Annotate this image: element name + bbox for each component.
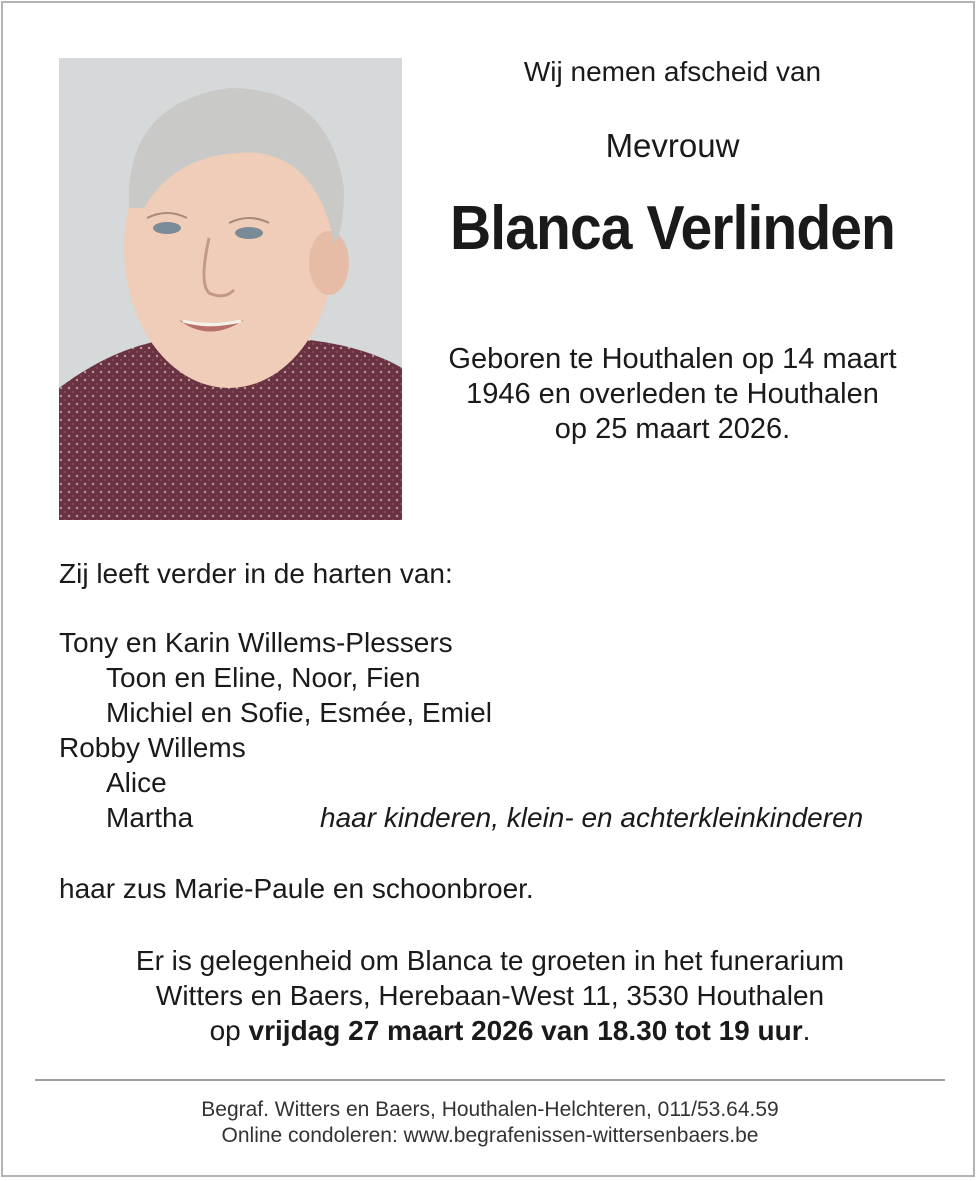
visitation-line: Witters en Baers, Herebaan-West 11, 3530 Houthalen bbox=[155, 980, 825, 1011]
visitation-line: op vrijdag 27 maart 2026 van 18.30 tot 19 uur. bbox=[209, 1015, 811, 1046]
deceased-name: Blanca Verlinden bbox=[450, 194, 895, 263]
born-line: 1946 en overleden te Houthalen bbox=[466, 378, 879, 410]
honorific: Mevrouw bbox=[605, 127, 740, 164]
family-intro: Zij leeft verder in de harten van: bbox=[59, 558, 453, 589]
birth-death-info bbox=[420, 342, 925, 447]
family-member: Toon en Eline, Noor, Fien bbox=[106, 662, 421, 693]
born-line: Geboren te Houthalen op 14 maart bbox=[448, 343, 897, 375]
intro-text: Wij nemen afscheid van bbox=[523, 56, 822, 87]
visitation-date: vrijdag 27 maart 2026 van 18.30 tot 19 uur bbox=[248, 1015, 803, 1046]
online-condolence-info: Online condoleren: www.begrafenissen-wittersenbaers.be bbox=[221, 1124, 759, 1147]
family-list bbox=[59, 625, 939, 835]
family-member: Alice bbox=[106, 767, 167, 798]
portrait-illustration bbox=[59, 58, 402, 520]
sister-line: haar zus Marie-Paule en schoonbroer. bbox=[59, 873, 534, 904]
family-member: Martha haar kinderen, klein- en achterkleinkinderen bbox=[106, 802, 864, 833]
family-relation: haar kinderen, klein- en achterkleinkinderen bbox=[320, 802, 864, 833]
family-member: Tony en Karin Willems-Plessers bbox=[59, 627, 453, 658]
visitation-line: Er is gelegenheid om Blanca te groeten in het funerarium bbox=[135, 945, 845, 976]
footer bbox=[40, 1097, 940, 1149]
visitation-info bbox=[40, 943, 940, 1048]
family-member: Robby Willems bbox=[59, 732, 246, 763]
funeral-home-info: Begraf. Witters en Baers, Houthalen-Helchteren, 011/53.64.59 bbox=[201, 1098, 779, 1121]
family-member: Michiel en Sofie, Esmée, Emiel bbox=[106, 697, 492, 728]
born-line: op 25 maart 2026. bbox=[554, 413, 791, 445]
footer-divider bbox=[35, 1079, 945, 1081]
portrait-photo bbox=[59, 58, 402, 520]
